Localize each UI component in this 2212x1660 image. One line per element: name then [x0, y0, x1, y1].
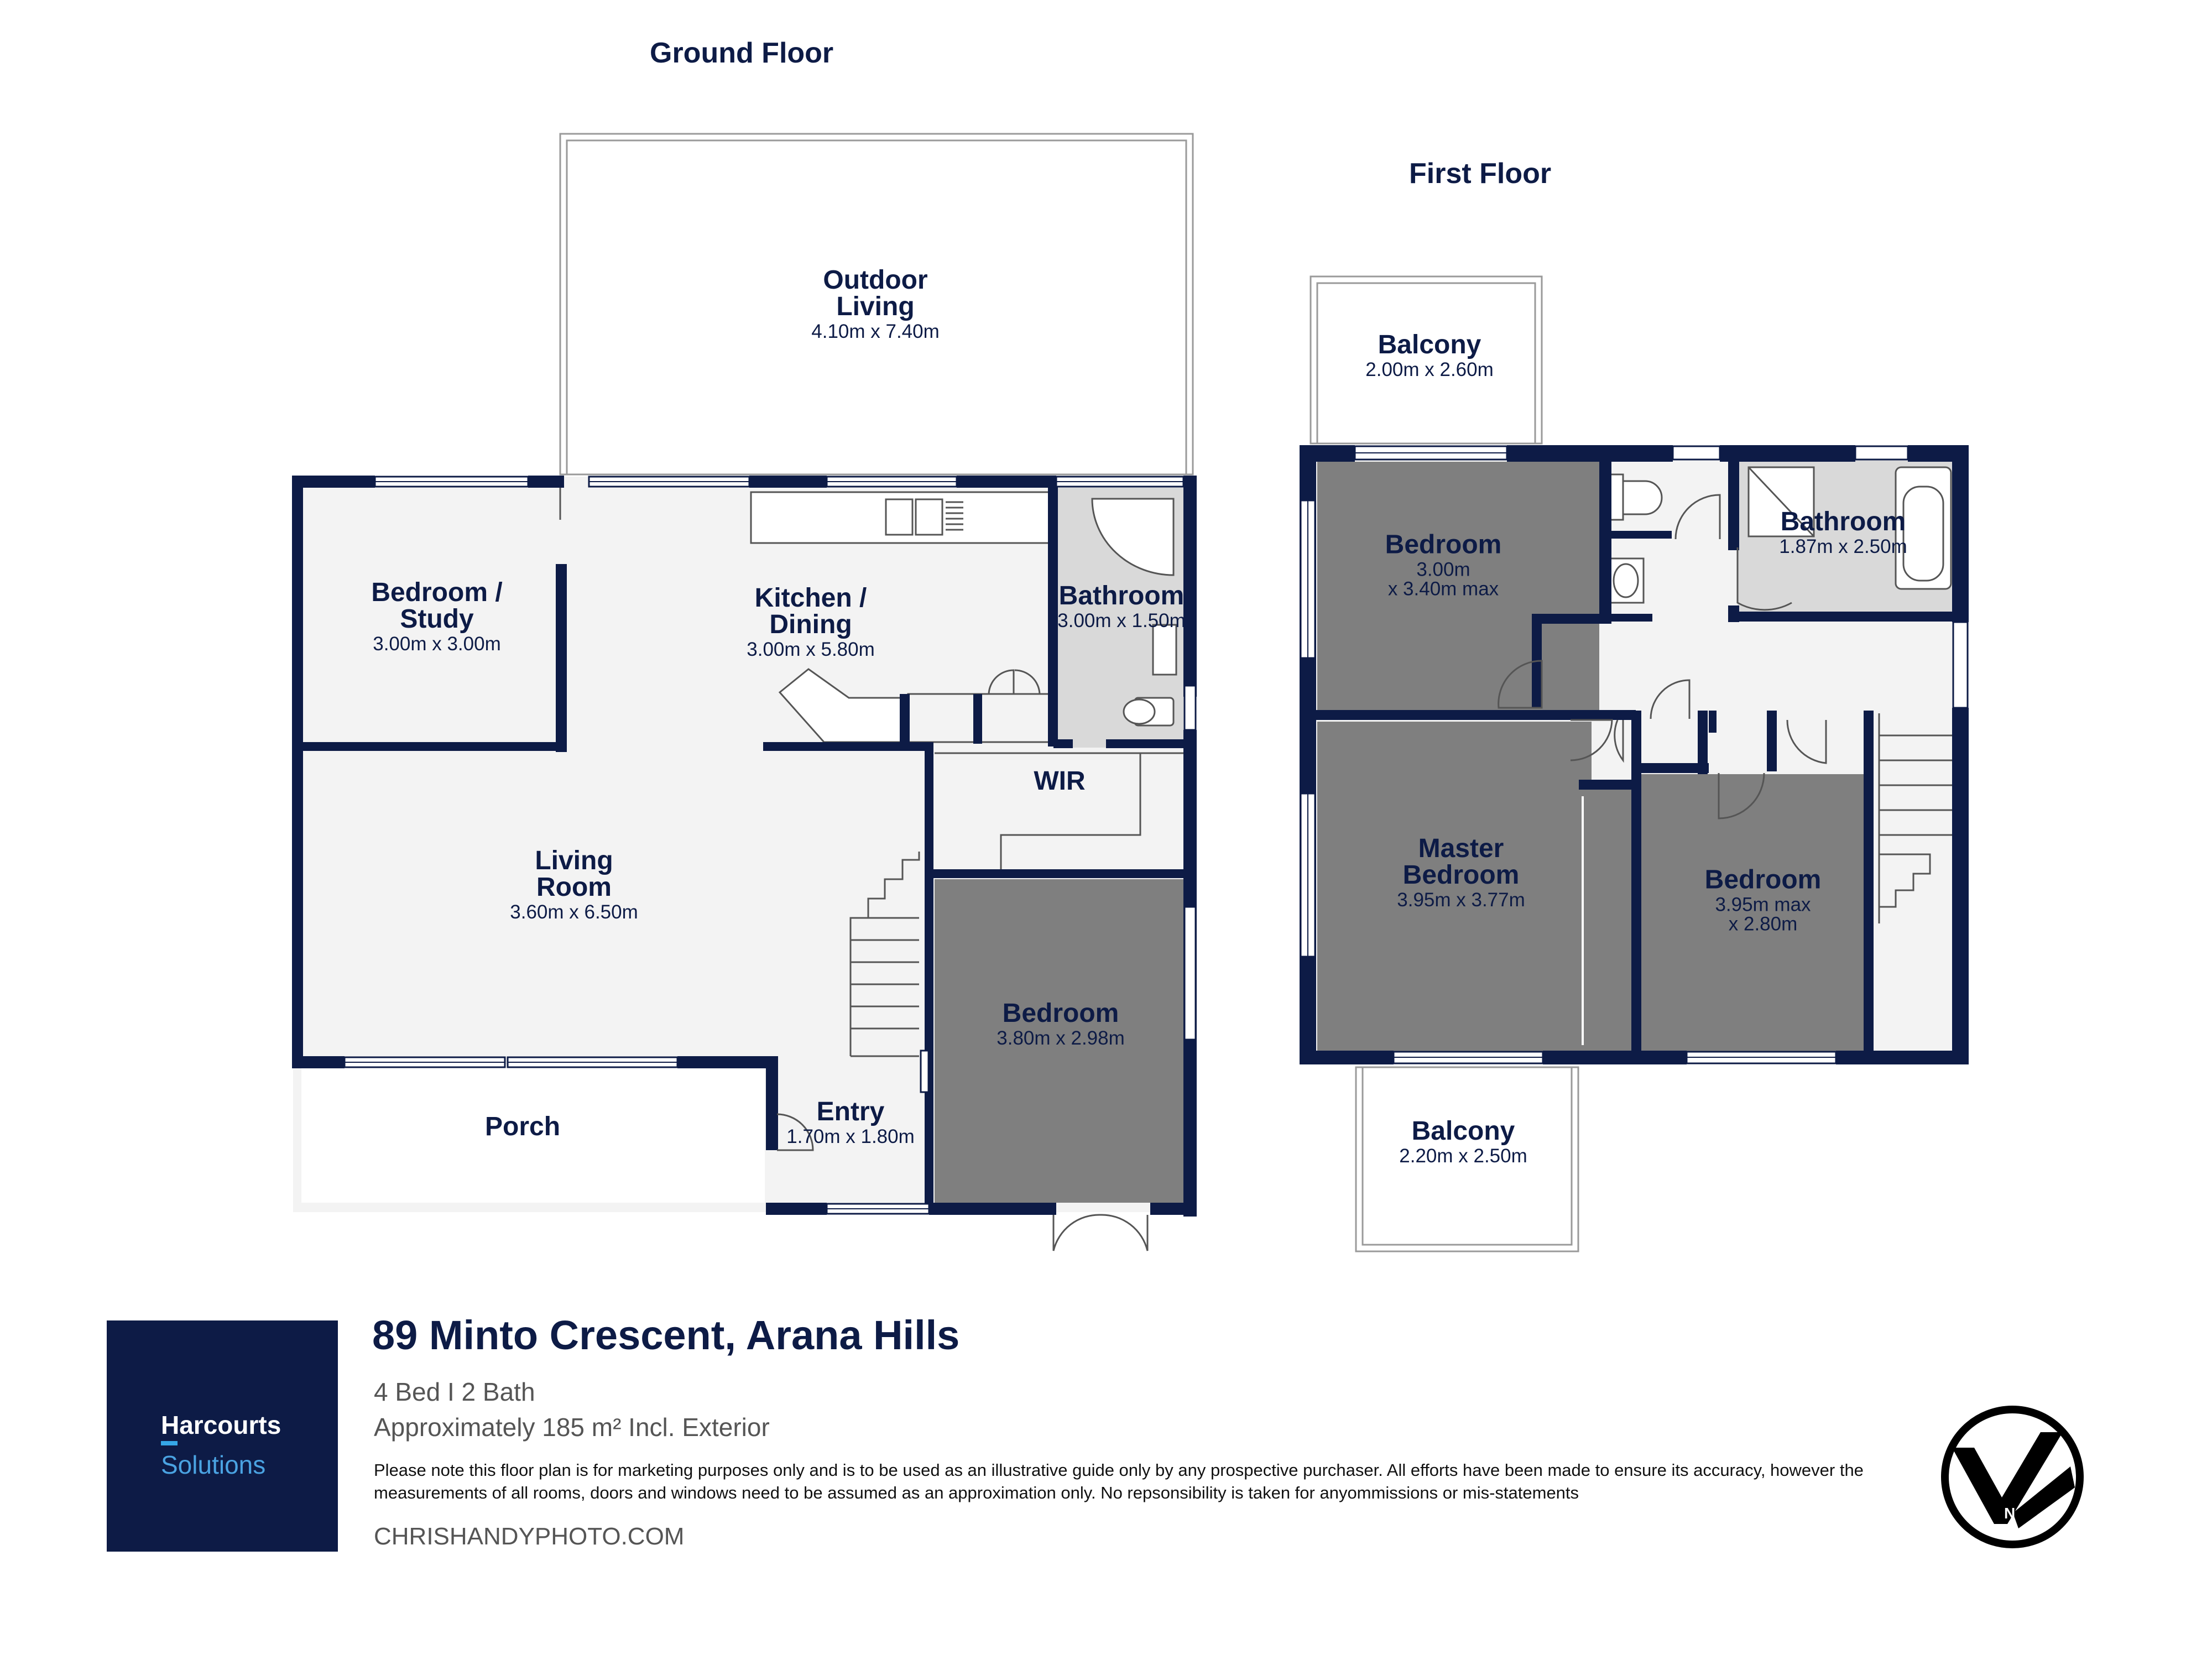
property-area: Approximately 185 m² Incl. Exterior: [374, 1413, 770, 1442]
room-name: Kitchen / Dining: [754, 583, 867, 639]
room-name: Master Bedroom: [1402, 834, 1520, 890]
room-name: Bathroom: [1780, 507, 1906, 536]
room-dims: 3.00m x 3.40m max: [1387, 558, 1499, 600]
website-link[interactable]: CHRISHANDYPHOTO.COM: [374, 1523, 685, 1550]
room-name: Porch: [484, 1112, 561, 1141]
room-ground-bedroom: [997, 1000, 1125, 1048]
harcourts-logo: [107, 1320, 338, 1552]
room-first-bedroom-top: [1385, 532, 1502, 599]
room-first-bathroom: [1779, 509, 1907, 556]
room-dims: 3.95m max x 2.80m: [1715, 894, 1811, 935]
room-balcony-bottom: [1399, 1118, 1527, 1166]
room-bedroom-study: [371, 580, 502, 654]
property-address: 89 Minto Crescent, Arana Hills: [372, 1312, 960, 1358]
room-name: Bedroom: [1002, 999, 1119, 1028]
room-living: [510, 848, 638, 922]
room-porch: [485, 1114, 560, 1140]
room-dims: 3.60m x 6.50m: [510, 901, 638, 923]
ground-floor-title: Ground Floor: [650, 37, 834, 69]
room-dims: 1.87m x 2.50m: [1779, 536, 1907, 557]
room-dims: 3.95m x 3.77m: [1397, 889, 1525, 911]
room-name: Entry: [816, 1097, 885, 1126]
room-dims: 3.00m x 5.80m: [747, 639, 875, 660]
first-floor-title: First Floor: [1409, 158, 1552, 190]
room-outdoor-living: [811, 267, 940, 341]
room-name: Balcony: [1411, 1116, 1515, 1146]
logo-accent-bar: [161, 1441, 178, 1445]
room-dims: 1.70m x 1.80m: [786, 1126, 915, 1147]
logo-brand-name: Harcourts: [161, 1411, 281, 1439]
first-floor-plan: [1300, 276, 1969, 1251]
room-name: Bedroom: [1385, 530, 1502, 560]
room-dims: 3.80m x 2.98m: [997, 1027, 1125, 1049]
room-first-bedroom-right: [1705, 867, 1822, 934]
room-dims: 2.00m x 2.60m: [1365, 359, 1494, 380]
room-balcony-top: [1365, 332, 1494, 379]
svg-text:N: N: [2004, 1505, 2016, 1522]
room-name: Bedroom: [1704, 865, 1822, 895]
ground-floor-plan: [292, 134, 1197, 1251]
room-name: Balcony: [1378, 330, 1481, 359]
room-wir: [1034, 768, 1085, 795]
kitchen-bench: [751, 492, 1052, 543]
room-entry: [786, 1099, 915, 1146]
room-kitchen-dining: [747, 585, 875, 659]
room-dims: 3.00m x 1.50m: [1057, 610, 1186, 631]
disclaimer-text: Please note this floor plan is for marketing purposes only and is to be used as an illustrative guide only by any prospective purchaser. All efforts have been made to ensure its accuracy, however the measurements of all rooms, doors and windows need to be assumed as an approximation only. No repsonsibility is taken for anyommissions or mis-statements: [374, 1460, 1864, 1502]
property-beds-baths: 4 Bed I 2 Bath: [374, 1377, 535, 1406]
room-dims: 4.10m x 7.40m: [811, 321, 940, 342]
north-compass-icon: [1940, 1405, 2085, 1549]
room-master-bedroom: [1397, 836, 1525, 910]
room-name: Bedroom / Study: [371, 578, 503, 634]
room-dims: 3.00m x 3.00m: [373, 633, 501, 655]
room-name: Bathroom: [1058, 581, 1185, 610]
room-name: Living Room: [535, 846, 613, 902]
room-ground-bathroom: [1057, 583, 1186, 630]
room-name: WIR: [1034, 766, 1086, 796]
room-name: Outdoor Living: [823, 265, 928, 321]
room-dims: 2.20m x 2.50m: [1399, 1145, 1527, 1167]
logo-brand-sub: Solutions: [161, 1450, 266, 1479]
